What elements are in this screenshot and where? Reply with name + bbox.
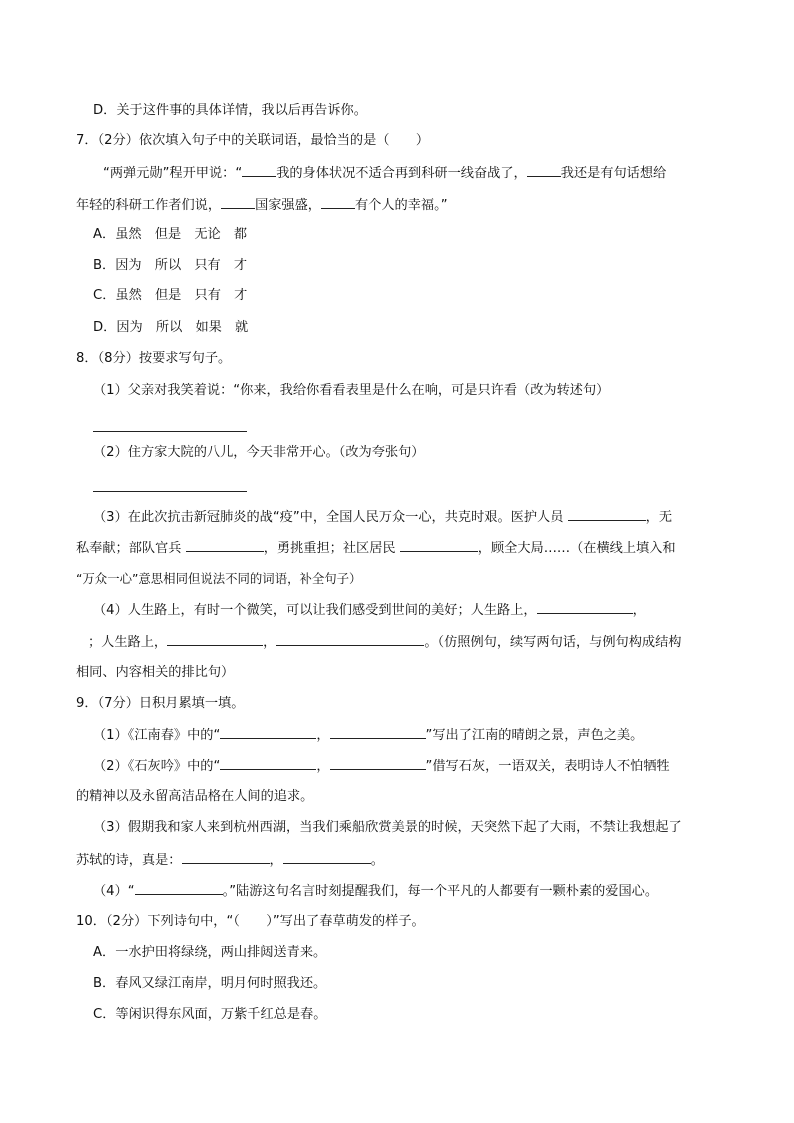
q8-sub3-text: ，勇挑重担；社区居民 [263, 541, 396, 556]
q7-passage-text: 国家强盛， [255, 198, 321, 213]
q8-sub4-text: ， [632, 603, 646, 618]
q10-option-a[interactable]: A．一水护田将绿绕，两山排闼送青来。 [93, 945, 327, 960]
q8-sub3-text: ，顾全大局……（在横线上填入和 [477, 541, 676, 556]
q9-sub1-text: （1）《江南春》中的“ [93, 728, 221, 743]
q8-sub3-blank-3[interactable] [400, 538, 478, 552]
q9-sub4 [93, 881, 794, 902]
q7-passage-text: 我还是有句话想给 [560, 166, 667, 181]
q7-passage-line-1 [103, 163, 794, 184]
q7-passage-text: 年轻的科研工作者们说， [76, 198, 222, 213]
q8-sub4-line-3: 相同、内容相关的排比句） [76, 665, 235, 680]
q9-sub1 [93, 725, 794, 746]
q9-sub3-text: 苏轼的诗，真是： [76, 853, 182, 868]
q8-sub4-blank-2[interactable] [167, 632, 263, 646]
q9-stem: 9．（7分）日积月累填一填。 [76, 696, 245, 711]
q7-blank-1[interactable] [242, 163, 276, 177]
q10-option-c[interactable]: C．等闲识得东风面，万紫千红总是春。 [93, 1007, 327, 1022]
q8-sub3-blank-2[interactable] [186, 538, 264, 552]
q8-sub3-line-3: “万众一心”意思相同但说法不同的词语，补全句子） [76, 571, 362, 586]
q9-sub2-line-1 [93, 756, 794, 777]
q9-sub1-blank-1[interactable] [220, 725, 316, 739]
q9-sub2-text: （2）《石灰吟》中的“ [93, 759, 221, 774]
q9-sub2-blank-2[interactable] [330, 756, 426, 770]
q8-sub3-text: 私奉献；部队官兵 [76, 541, 182, 556]
q7-passage-text: 有个人的幸福。” [355, 198, 448, 213]
q8-stem: 8．（8分）按要求写句子。 [76, 351, 232, 366]
q7-option-a[interactable]: A．虽然 但是 无论 都 [93, 227, 248, 242]
q8-sub4-text: （4）人生路上，有时一个微笑，可以让我们感受到世间的美好；人生路上， [93, 603, 537, 618]
q8-sub2: （2）住方家大院的八儿，今天非常开心。（改为夸张句） [93, 445, 425, 460]
q7-blank-2[interactable] [527, 163, 561, 177]
q8-sub4-line-1 [93, 600, 794, 621]
q10-stem: 10．（2分）下列诗句中，“（ ）”写出了春草萌发的样子。 [76, 914, 425, 929]
q8-sub4-text: ；人生路上， [88, 635, 168, 650]
q9-sub2-text: ， [316, 759, 330, 774]
q10-option-b[interactable]: B．春风又绿江南岸，明月何时照我还。 [93, 976, 327, 991]
q7-blank-3[interactable] [221, 195, 255, 209]
q9-sub2-blank-1[interactable] [220, 756, 316, 770]
q8-sub4-blank-3[interactable] [276, 632, 424, 646]
q7-blank-4[interactable] [321, 195, 355, 209]
q9-sub3-text: ， [269, 853, 283, 868]
q9-sub1-blank-2[interactable] [330, 725, 426, 739]
q8-sub3-text: （3）在此次抗击新冠肺炎的战“疫”中，全国人民万众一心，共克时艰。医护人员 [93, 510, 564, 525]
q8-sub4-blank-1[interactable] [537, 600, 633, 614]
q9-sub4-text: （4）“ [93, 884, 135, 899]
q7-option-b[interactable]: B．因为 所以 只有 才 [93, 258, 248, 273]
q9-sub2-line-2: 的精神以及永留高洁品格在人间的追求。 [76, 789, 314, 804]
q8-sub4-text: ， [263, 635, 277, 650]
q9-sub3-line-2 [76, 850, 794, 871]
q8-sub1-answer-line[interactable] [93, 431, 247, 432]
q8-sub3-text: ，无 [645, 510, 673, 525]
q6-option-d: D．关于这件事的具体详情，我以后再告诉你。 [93, 103, 367, 118]
q9-sub3-line-1: （3）假期我和家人来到杭州西湖，当我们乘船欣赏美景的时候，天突然下起了大雨，不禁让我想起了 [93, 820, 682, 835]
q9-sub4-blank[interactable] [135, 881, 223, 895]
q7-option-d[interactable]: D．因为 所以 如果 就 [93, 320, 249, 335]
q7-passage-line-2 [76, 195, 794, 216]
q9-sub3-text: 。 [370, 853, 384, 868]
q8-sub3-line-2 [76, 538, 794, 559]
q9-sub3-blank-2[interactable] [283, 850, 371, 864]
q8-sub3-line-1 [93, 507, 794, 528]
q8-sub3-blank-1[interactable] [568, 507, 646, 521]
q9-sub4-text: 。”陆游这句名言时刻提醒我们，每一个平凡的人都要有一颗朴素的爱国心。 [222, 884, 659, 899]
q9-sub2-text: ”借写石灰，一语双关，表明诗人不怕牺牲 [425, 759, 670, 774]
q9-sub3-blank-1[interactable] [182, 850, 270, 864]
q7-passage-text: “两弹元勋”程开甲说：“ [103, 166, 243, 181]
q8-sub2-answer-line[interactable] [93, 491, 247, 492]
q8-sub4-line-2 [88, 632, 794, 653]
q7-option-c[interactable]: C．虽然 但是 只有 才 [93, 288, 248, 303]
q7-stem: 7．（2分）依次填入句子中的关联词语，最恰当的是（ ） [76, 133, 430, 148]
q9-sub1-text: ”写出了江南的晴朗之景，声色之美。 [425, 728, 644, 743]
q9-sub1-text: ， [316, 728, 330, 743]
q8-sub4-text: 。（仿照例句，续写两句话，与例句构成结构 [424, 635, 682, 650]
q7-passage-text: 我的身体状况不适合再到科研一线奋战了， [276, 166, 527, 181]
q8-sub1: （1）父亲对我笑着说：“你来，我给你看看表里是什么在响，可是只许看（改为转述句） [93, 383, 610, 398]
